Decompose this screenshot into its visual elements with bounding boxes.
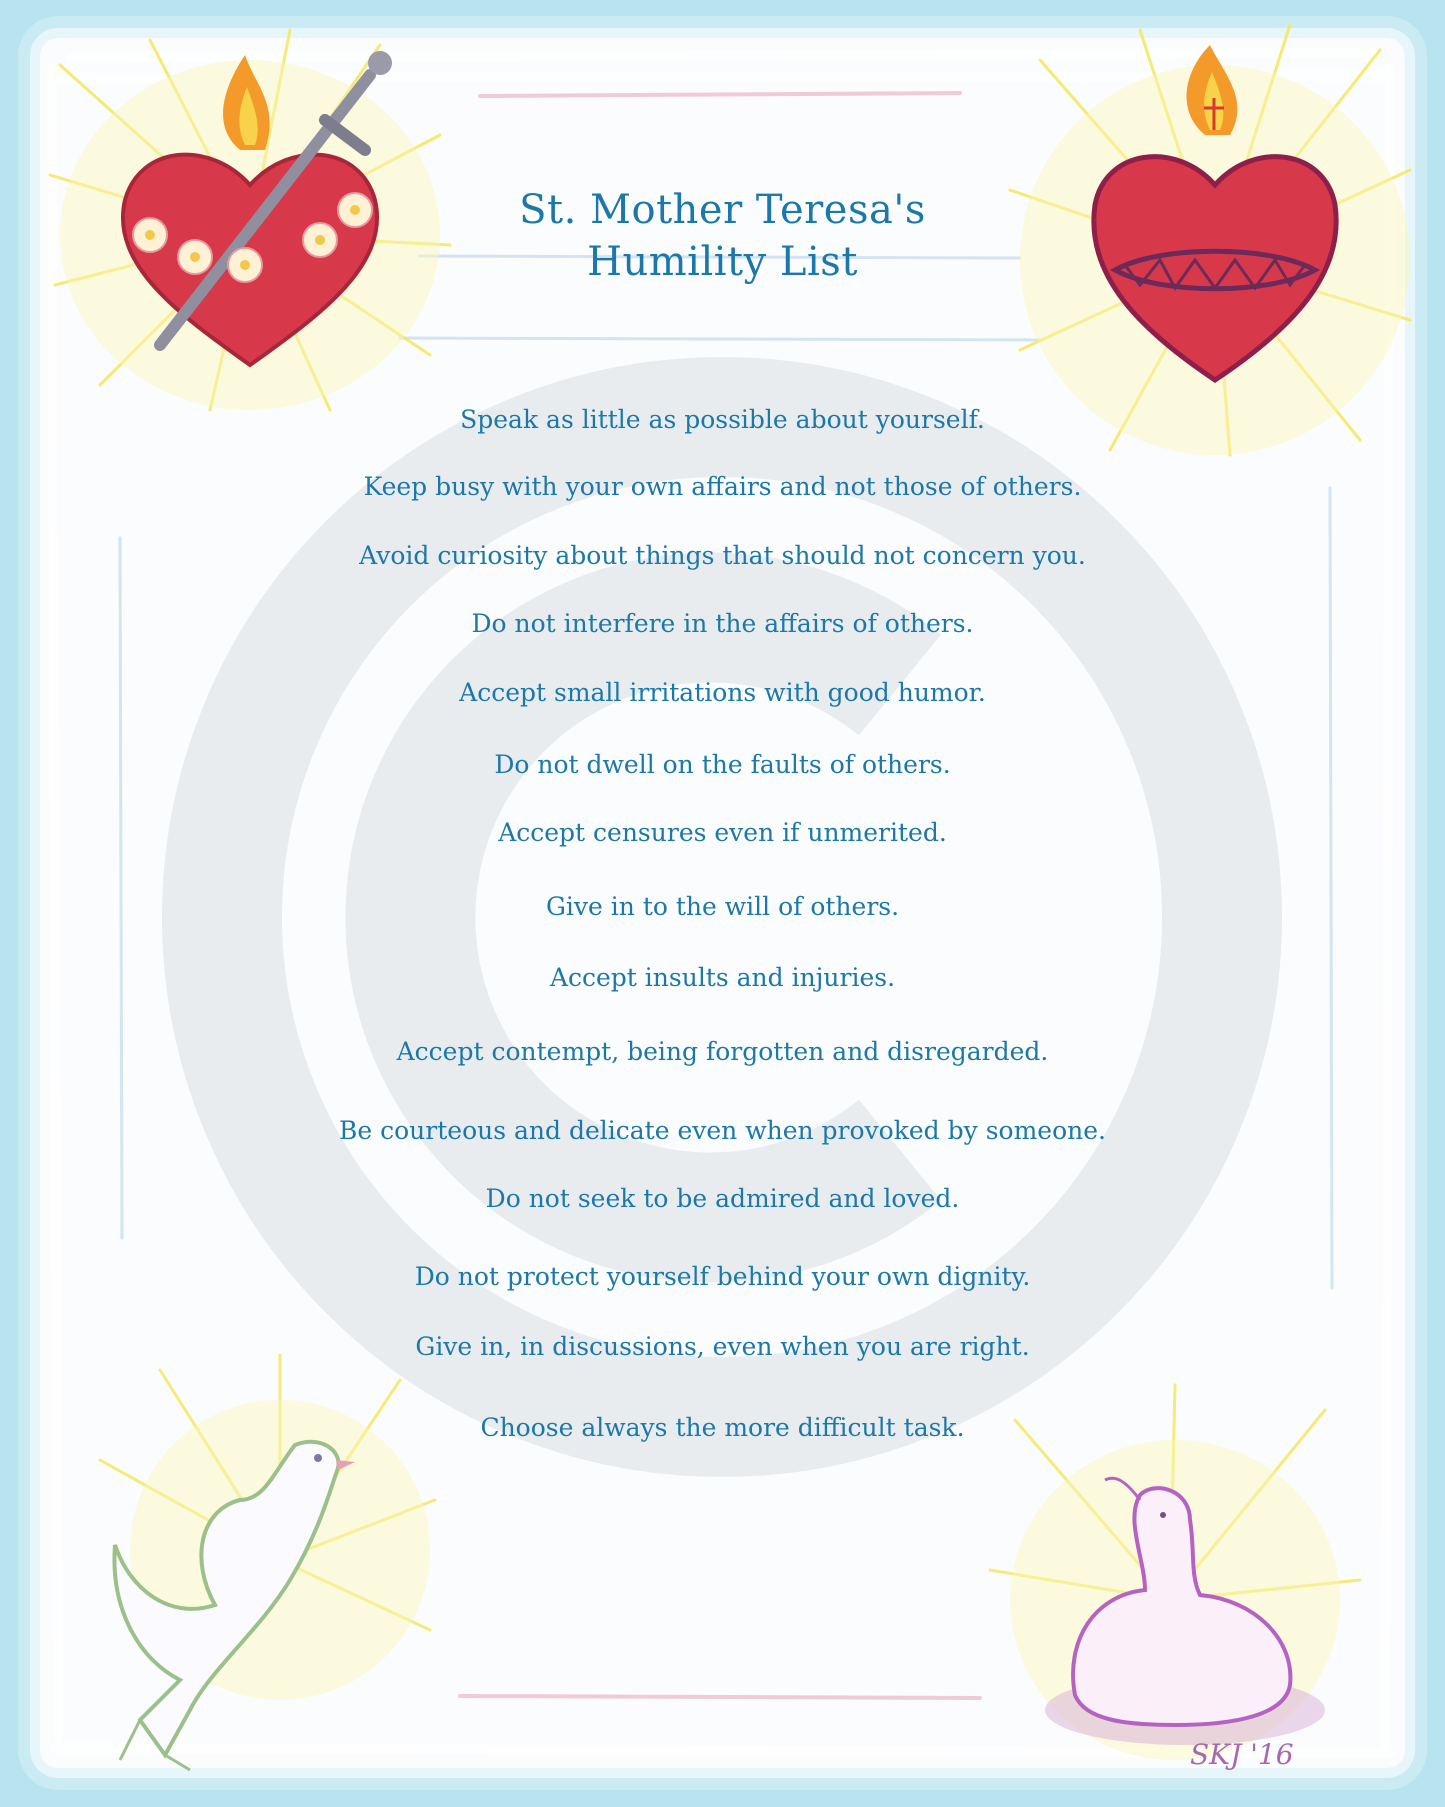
artist-signature: SKJ '16 bbox=[1190, 1738, 1294, 1771]
list-item: Choose always the more difficult task. bbox=[480, 1413, 965, 1442]
page-title-line2: Humility List bbox=[587, 239, 858, 285]
list-item: Avoid curiosity about things that should not concern you. bbox=[359, 541, 1086, 570]
list-item: Do not protect yourself behind your own dignity. bbox=[414, 1262, 1031, 1291]
list-item: Give in to the will of others. bbox=[545, 892, 900, 921]
list-item: Keep busy with your own affairs and not those of others. bbox=[363, 472, 1082, 501]
page-title-line1: St. Mother Teresa's bbox=[519, 187, 926, 233]
list-item: Accept censures even if unmerited. bbox=[498, 818, 947, 847]
list-item: Accept insults and injuries. bbox=[549, 963, 896, 992]
list-item: Give in, in discussions, even when you are right. bbox=[415, 1332, 1030, 1361]
list-item: Accept small irritations with good humor. bbox=[459, 678, 986, 707]
list-item: Accept contempt, being forgotten and disregarded. bbox=[396, 1037, 1049, 1066]
list-item: Be courteous and delicate even when provoked by someone. bbox=[339, 1116, 1106, 1145]
list-item: Do not seek to be admired and loved. bbox=[485, 1184, 960, 1213]
list-item: Do not interfere in the affairs of others. bbox=[471, 609, 974, 638]
list-item: Speak as little as possible about yourself. bbox=[460, 405, 985, 434]
list-item: Do not dwell on the faults of others. bbox=[494, 750, 951, 779]
